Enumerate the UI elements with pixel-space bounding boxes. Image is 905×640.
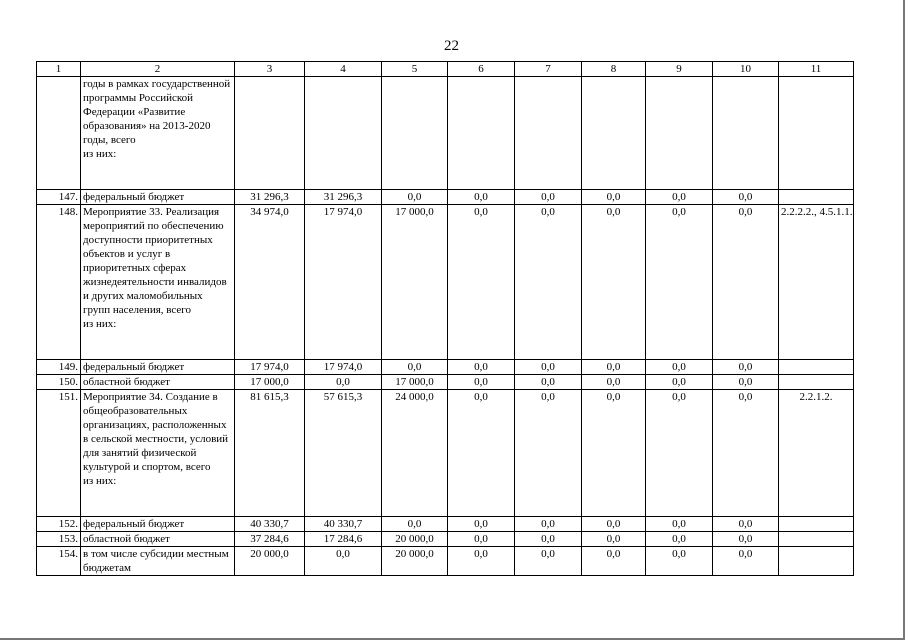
table-row [37,190,854,205]
amount-cell: 17 974,0 [235,360,305,375]
column-header: 6 [448,62,515,77]
amount-cell: 0,0 [646,532,713,547]
amount-cell: 37 284,6 [235,532,305,547]
column-header: 8 [582,62,646,77]
amount-cell: 17 000,0 [235,375,305,390]
amount-cell: 0,0 [382,517,448,532]
amount-cell: 17 000,0 [382,205,448,360]
table-row [37,205,854,360]
amount-cell: 0,0 [646,360,713,375]
amount-cell: 0,0 [646,390,713,517]
amount-cell: 0,0 [515,390,582,517]
budget-table [36,61,854,576]
amount-cell: 24 000,0 [382,390,448,517]
amount-cell: 0,0 [646,517,713,532]
row-number: 150. [37,375,81,390]
amount-cell [713,77,779,190]
amount-cell: 0,0 [713,517,779,532]
amount-cell: 0,0 [713,532,779,547]
amount-cell: 0,0 [515,517,582,532]
column-header: 5 [382,62,448,77]
column-header: 2 [81,62,235,77]
table-row [37,547,854,576]
amount-cell: 0,0 [713,375,779,390]
amount-cell: 0,0 [582,390,646,517]
amount-cell: 0,0 [646,547,713,576]
amount-cell: 0,0 [448,532,515,547]
row-description: Мероприятие 34. Создание в общеобразовательных организациях, расположенных в сельской местности, условий для занятий физической культурой и спортом, всего из них: [81,390,235,517]
amount-cell: 0,0 [515,205,582,360]
amount-cell: 31 296,3 [305,190,382,205]
indicator-code [779,547,854,576]
amount-cell: 0,0 [582,532,646,547]
column-header: 11 [779,62,854,77]
row-number: 153. [37,532,81,547]
amount-cell: 0,0 [582,190,646,205]
amount-cell: 0,0 [448,390,515,517]
amount-cell: 81 615,3 [235,390,305,517]
indicator-code [779,532,854,547]
amount-cell: 0,0 [448,205,515,360]
page-number: 22 [444,38,459,54]
amount-cell: 0,0 [582,375,646,390]
amount-cell: 34 974,0 [235,205,305,360]
column-header: 9 [646,62,713,77]
column-header: 3 [235,62,305,77]
indicator-code [779,77,854,190]
amount-cell: 0,0 [448,517,515,532]
amount-cell: 40 330,7 [305,517,382,532]
amount-cell: 0,0 [713,390,779,517]
table-row [37,390,854,517]
row-number: 148. [37,205,81,360]
amount-cell: 0,0 [448,360,515,375]
amount-cell: 0,0 [448,190,515,205]
column-header: 7 [515,62,582,77]
indicator-code: 2.2.1.2. [779,390,854,517]
column-header: 10 [713,62,779,77]
amount-cell: 0,0 [582,360,646,375]
table-row [37,77,854,190]
amount-cell: 0,0 [713,205,779,360]
amount-cell: 0,0 [646,375,713,390]
amount-cell: 0,0 [515,375,582,390]
amount-cell: 0,0 [515,190,582,205]
amount-cell [515,77,582,190]
row-description: федеральный бюджет [81,360,235,375]
row-number: 151. [37,390,81,517]
column-header: 4 [305,62,382,77]
amount-cell: 0,0 [305,547,382,576]
table-body [37,77,854,576]
amount-cell: 0,0 [713,190,779,205]
amount-cell: 0,0 [582,205,646,360]
amount-cell: 20 000,0 [235,547,305,576]
column-header: 1 [37,62,81,77]
table-row [37,360,854,375]
row-description: федеральный бюджет [81,190,235,205]
indicator-code [779,360,854,375]
amount-cell: 0,0 [582,517,646,532]
amount-cell: 0,0 [382,360,448,375]
amount-cell: 17 000,0 [382,375,448,390]
amount-cell: 17 974,0 [305,205,382,360]
amount-cell: 0,0 [305,375,382,390]
amount-cell: 20 000,0 [382,547,448,576]
amount-cell: 0,0 [646,205,713,360]
table-row [37,532,854,547]
amount-cell [305,77,382,190]
amount-cell: 40 330,7 [235,517,305,532]
amount-cell: 31 296,3 [235,190,305,205]
amount-cell: 0,0 [646,190,713,205]
amount-cell: 20 000,0 [382,532,448,547]
row-number: 152. [37,517,81,532]
row-description: областной бюджет [81,532,235,547]
amount-cell: 0,0 [515,360,582,375]
amount-cell [235,77,305,190]
amount-cell: 0,0 [582,547,646,576]
row-description: областной бюджет [81,375,235,390]
amount-cell: 0,0 [515,547,582,576]
amount-cell [582,77,646,190]
amount-cell: 0,0 [448,375,515,390]
row-number: 147. [37,190,81,205]
row-number: 149. [37,360,81,375]
table-row [37,517,854,532]
amount-cell: 0,0 [448,547,515,576]
indicator-code: 2.2.2.2., 4.5.1.1. [779,205,854,360]
row-description: годы в рамках государственной программы Российской Федерации «Развитие образования» на 2013-2020 годы, всего из них: [81,77,235,190]
amount-cell: 0,0 [515,532,582,547]
amount-cell [382,77,448,190]
indicator-code [779,517,854,532]
row-description: Мероприятие 33. Реализация мероприятий по обеспечению доступности приоритетных объектов и услуг в приоритетных сферах жизнедеятельности инвалидов и других маломобильных групп населения, всего из них: [81,205,235,360]
amount-cell: 17 974,0 [305,360,382,375]
amount-cell: 57 615,3 [305,390,382,517]
indicator-code [779,375,854,390]
table-header-row [37,62,854,77]
row-description: в том числе субсидии местным бюджетам [81,547,235,576]
amount-cell [448,77,515,190]
row-number [37,77,81,190]
table-row [37,375,854,390]
amount-cell: 0,0 [382,190,448,205]
amount-cell: 17 284,6 [305,532,382,547]
amount-cell [646,77,713,190]
row-description: федеральный бюджет [81,517,235,532]
amount-cell: 0,0 [713,547,779,576]
amount-cell: 0,0 [713,360,779,375]
indicator-code [779,190,854,205]
row-number: 154. [37,547,81,576]
